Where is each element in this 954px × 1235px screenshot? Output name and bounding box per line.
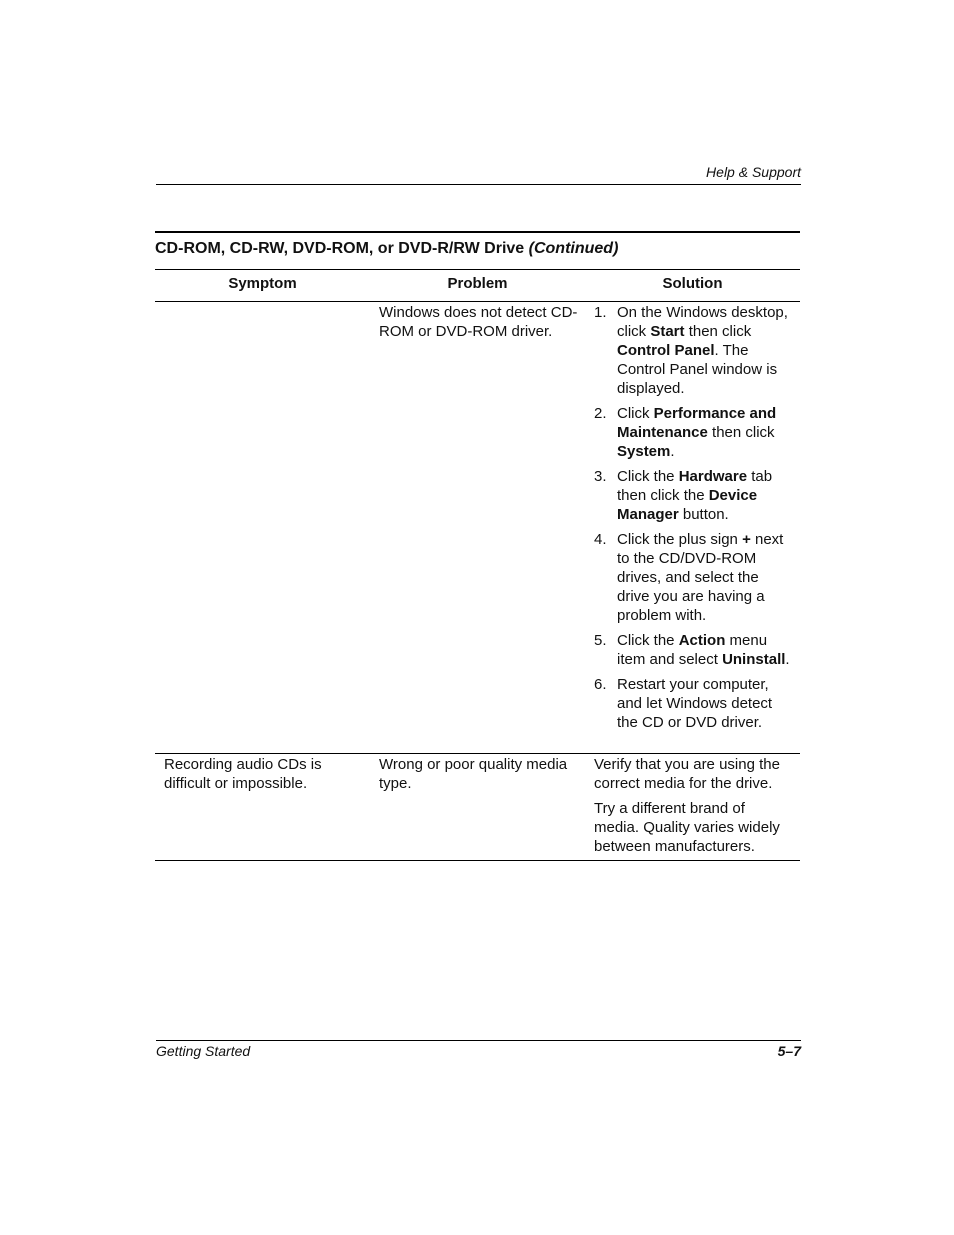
- step-text: On the Windows desktop, click: [617, 304, 788, 340]
- step-text: .: [670, 443, 675, 460]
- step-text: next to the CD/DVD-ROM drives, and select the drive you are having a problem with.: [617, 531, 784, 624]
- column-header-problem: Problem: [447, 275, 508, 292]
- solution-step: [594, 303, 794, 398]
- row2-solution: [594, 755, 794, 862]
- solution-step: [594, 631, 794, 669]
- step-text: Click the: [617, 468, 679, 485]
- step-text: Click the plus sign: [617, 531, 743, 548]
- row1-problem: Windows does not detect CD-ROM or DVD-ROM driver.: [379, 304, 578, 340]
- table-title-suffix: (Continued): [528, 240, 619, 257]
- row2-problem: Wrong or poor quality media type.: [379, 756, 568, 792]
- step-text: tab then click the: [617, 468, 773, 504]
- step-ui-term: Device Manager: [617, 487, 758, 523]
- solution-paragraph: Verify that you are using the correct media for the drive.: [594, 756, 780, 792]
- row2-symptom: Recording audio CDs is difficult or impossible.: [164, 756, 322, 792]
- solution-step: [594, 675, 794, 732]
- table-bottom-rule: [155, 860, 800, 861]
- header-bottom-rule: [155, 301, 800, 302]
- header-top-rule: [155, 269, 800, 270]
- step-text: then click: [684, 323, 752, 340]
- footer-book-title: Getting Started: [156, 1043, 251, 1059]
- running-header: Help & Support: [706, 164, 801, 180]
- solution-steps: [594, 303, 794, 732]
- solution-step: [594, 467, 794, 524]
- column-header-solution: Solution: [662, 275, 723, 292]
- step-ui-term: Hardware: [678, 468, 748, 485]
- step-number: 4.: [594, 531, 607, 548]
- footer-page-number: 5–7: [777, 1043, 801, 1059]
- solution-step: [594, 404, 794, 461]
- step-ui-term: Performance and Maintenance: [617, 405, 777, 441]
- solution-step: [594, 530, 794, 625]
- step-ui-term: Start: [650, 323, 685, 340]
- table-title-text: CD-ROM, CD-RW, DVD-ROM, or DVD-R/RW Drive: [155, 240, 525, 257]
- step-number: 6.: [594, 676, 607, 693]
- step-number: 1.: [594, 304, 607, 321]
- step-number: 2.: [594, 405, 607, 422]
- solution-paragraph: Try a different brand of media. Quality varies widely between manufacturers.: [594, 800, 780, 855]
- step-text: Click the: [617, 632, 679, 649]
- step-text: then click: [707, 424, 775, 441]
- step-ui-term: Uninstall: [722, 651, 786, 668]
- step-number: 5.: [594, 632, 607, 649]
- step-number: 3.: [594, 468, 607, 485]
- step-text: Restart your computer, and let Windows detect the CD or DVD driver.: [617, 676, 773, 731]
- step-text: button.: [678, 506, 729, 523]
- row-divider: [155, 753, 800, 754]
- step-text: menu item and select: [617, 632, 768, 668]
- step-ui-term: Action: [678, 632, 726, 649]
- table-top-rule: [155, 231, 800, 233]
- footer-rule: [156, 1040, 801, 1041]
- table-title: [155, 240, 618, 258]
- step-ui-term: Control Panel: [617, 342, 715, 359]
- column-header-symptom: Symptom: [228, 275, 297, 292]
- step-text: . The Control Panel window is displayed.: [617, 342, 778, 397]
- step-ui-term: +: [742, 531, 751, 548]
- row1-solution: [594, 303, 794, 738]
- step-text: .: [785, 651, 790, 668]
- header-rule: [156, 184, 801, 185]
- step-ui-term: System: [617, 443, 671, 460]
- step-text: Click: [617, 405, 654, 422]
